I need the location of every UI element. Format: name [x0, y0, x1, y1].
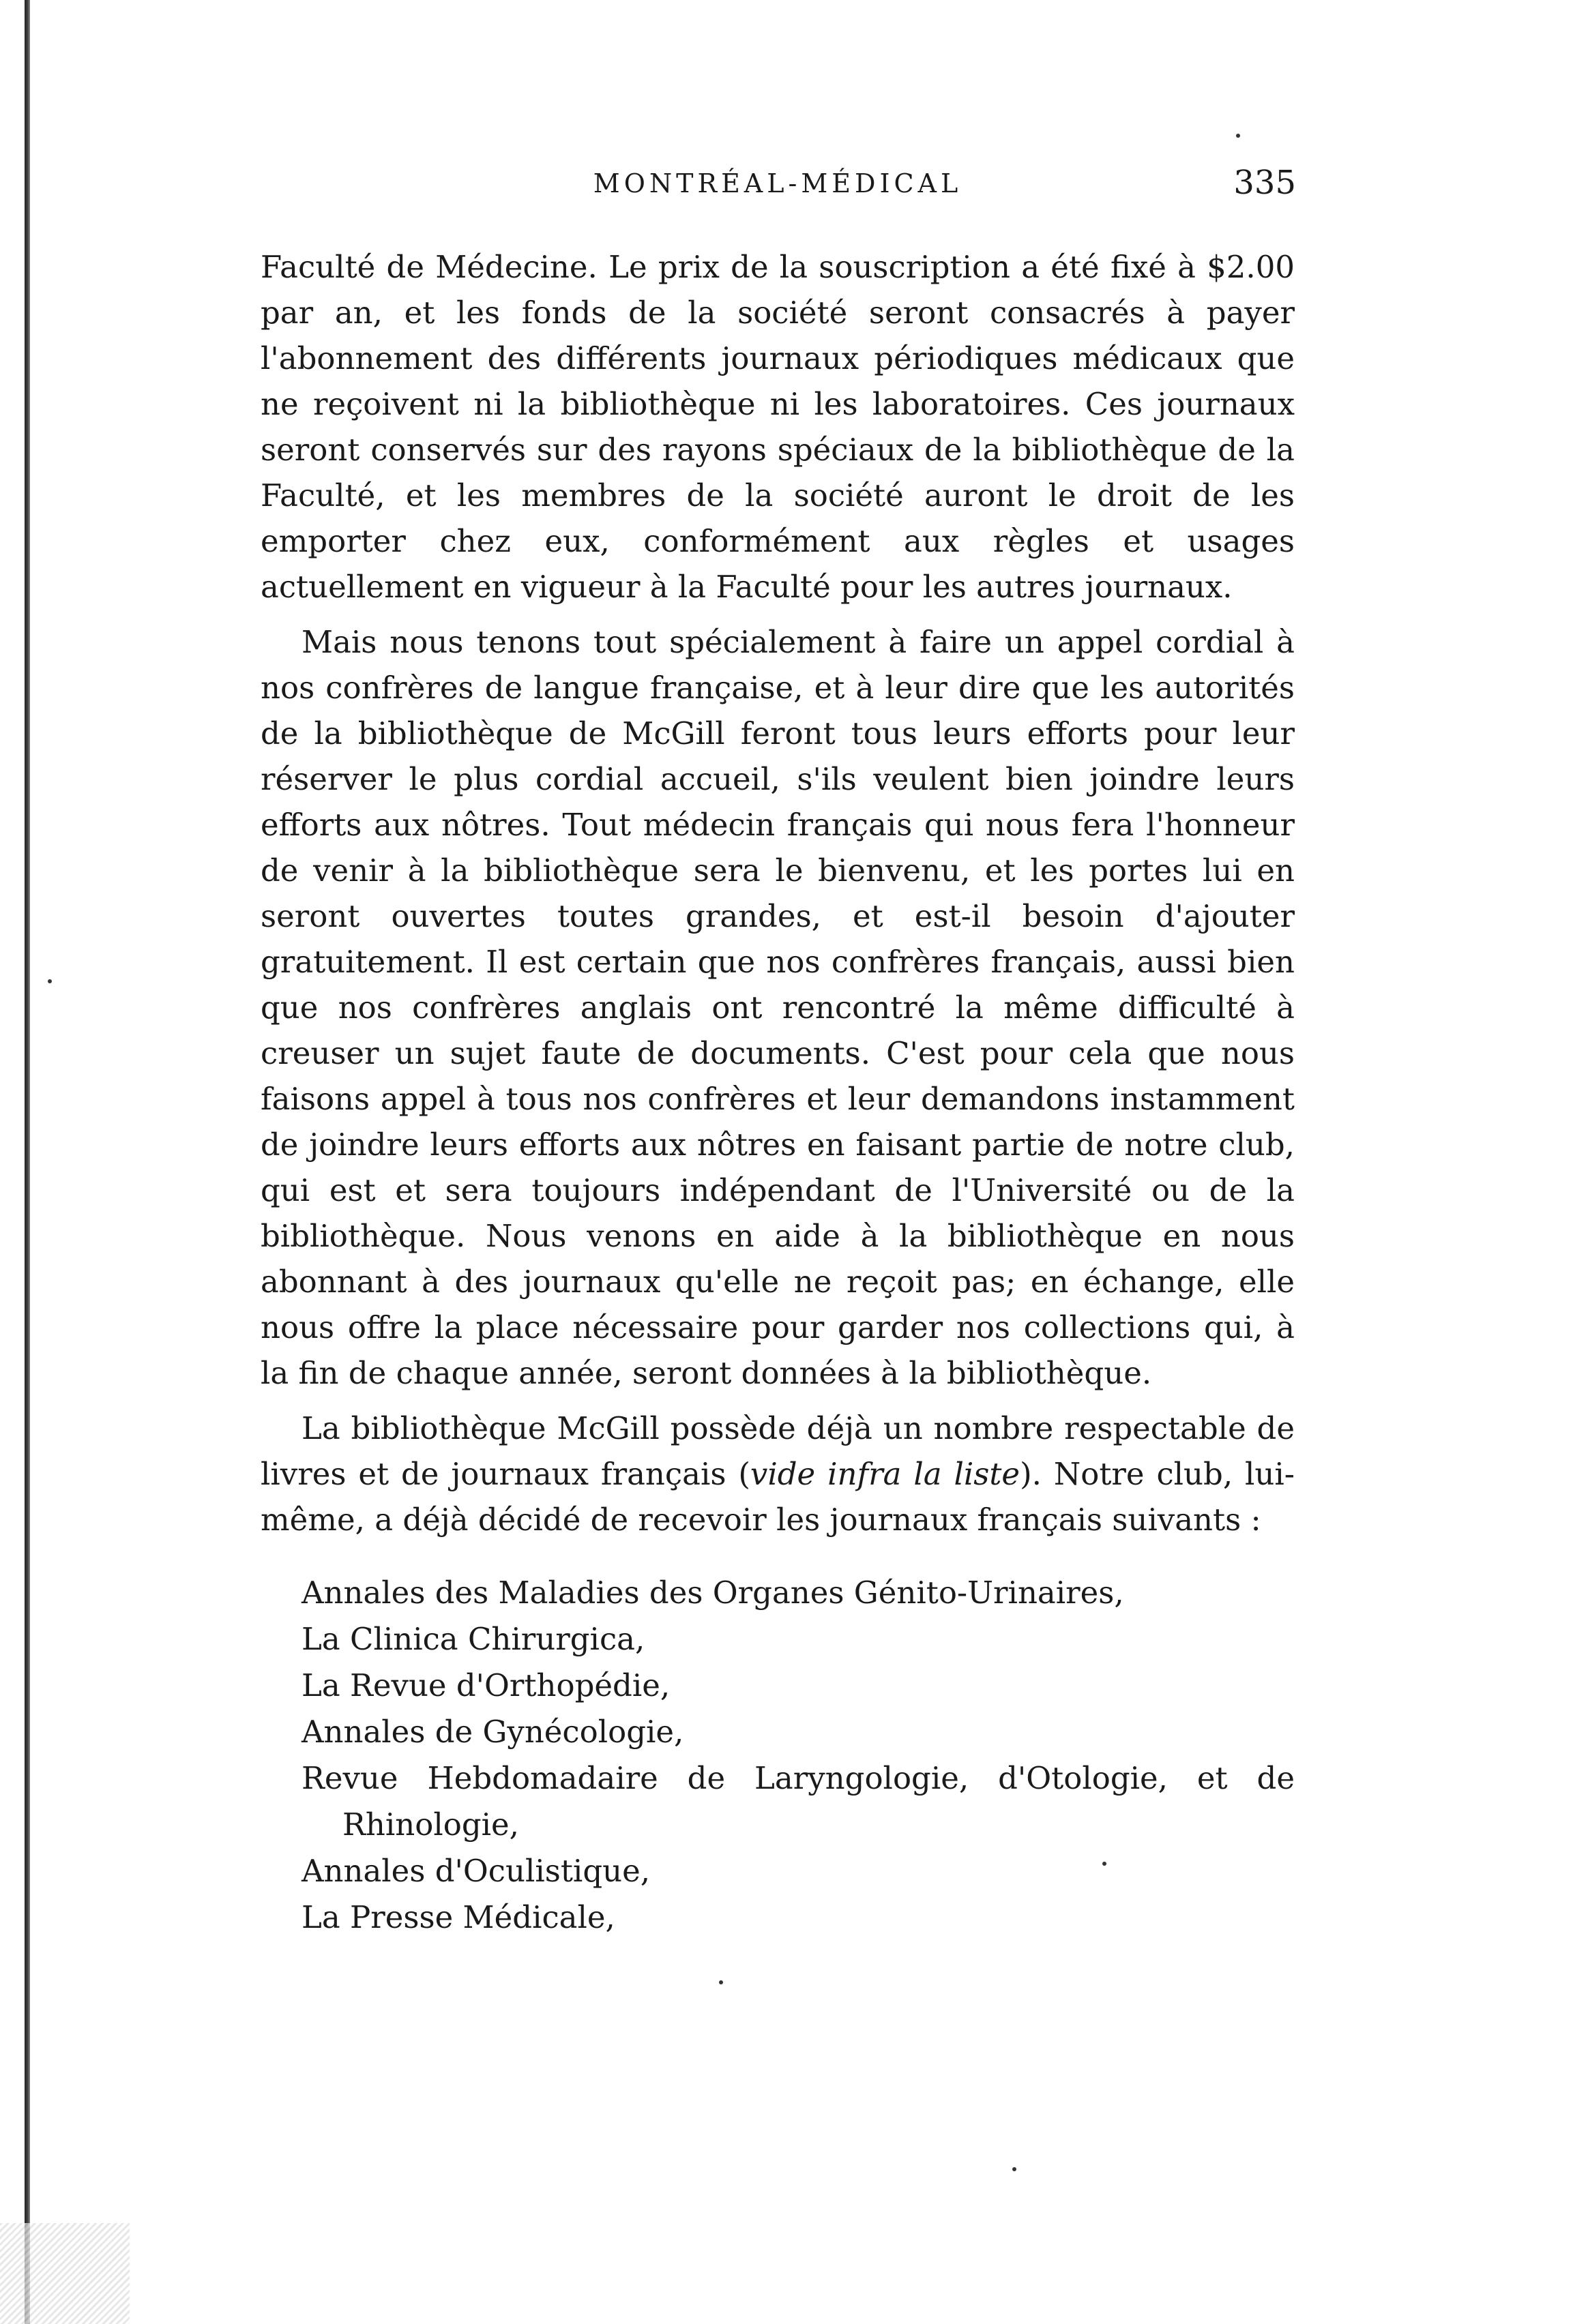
- list-item: La Revue d'Orthopédie,: [302, 1667, 671, 1703]
- list-item: Annales d'Oculistique,: [302, 1853, 651, 1889]
- scan-speck: [719, 1980, 723, 1984]
- list-item: Revue Hebdomadaire de Laryngologie, d'Otologie, et de Rhinologie,: [302, 1760, 1295, 1843]
- list-item: La Clinica Chirurgica,: [302, 1621, 645, 1657]
- list-item: Annales des Maladies des Organes Génito-Urinaires,: [302, 1575, 1124, 1611]
- paragraph: [261, 1405, 1295, 1543]
- page-header: [259, 160, 1296, 207]
- scan-speck: [1012, 2167, 1016, 2171]
- paragraph: Faculté de Médecine. Le prix de la souscription a été fixé à $2.00 par an, et les fonds de la société seront consacrés à payer l'abonnement des différents journaux périodiques médicaux que ne reçoivent ni la bibliothèque ni les laboratoires. Ces journaux seront conservés sur des rayons spéciaux de la bibliothèque de la Faculté, et les membres de la société auront le droit de les emporter chez eux, conformément aux règles et usages actuellement en vigueur à la Faculté pour les autres journaux.: [261, 249, 1295, 605]
- scan-speck: [1236, 134, 1240, 138]
- paragraph-text: ). Notre club, lui-même, a déjà décidé de recevoir les journaux français suivants :: [261, 1456, 1295, 1538]
- scan-artifact: [0, 2223, 130, 2324]
- journal-list: [261, 1570, 1295, 1941]
- page-binding-edge: [25, 0, 30, 2324]
- running-title: MONTRÉAL-MÉDICAL: [593, 168, 962, 198]
- list-item: Annales de Gynécologie,: [302, 1714, 684, 1750]
- scan-speck: [48, 979, 52, 983]
- paragraph: Mais nous tenons tout spécialement à faire un appel cordial à nos confrères de langue française, et à leur dire que les autorités de la bibliothèque de McGill feront tous leurs efforts pour leur réserver le plus cordial accueil, s'ils veulent bien joindre leurs efforts aux nôtres. Tout médecin français qui nous fera l'honneur de venir à la bibliothèque sera le bienvenu, et les portes lui en seront ouvertes toutes grandes, et est-il besoin d'ajouter gratuitement. Il est certain que nos confrères français, aussi bien que nos confrères anglais ont rencontré la même difficulté à creuser un sujet faute de documents. C'est pour cela que nous faisons appel à tous nos confrères et leur demandons instamment de joindre leurs efforts aux nôtres en faisant partie de notre club, qui est et sera toujours indépendant de l'Université ou de la bibliothèque. Nous venons en aide à la bibliothèque en nous abonnant à des journaux qu'elle ne reçoit pas; en échange, elle nous offre la place nécessaire pour garder nos collections qui, à la fin de chaque année, seront données à la bibliothèque.: [261, 624, 1295, 1391]
- list-item: La Presse Médicale,: [302, 1899, 615, 1935]
- paragraph-text: La bibliothèque McGill possède déjà un nombre respectable de livres et de journaux français (: [261, 1410, 1295, 1492]
- body-text: [261, 244, 1295, 1941]
- italic-reference: vide infra la liste: [750, 1456, 1020, 1492]
- page-number: 335: [1233, 164, 1296, 202]
